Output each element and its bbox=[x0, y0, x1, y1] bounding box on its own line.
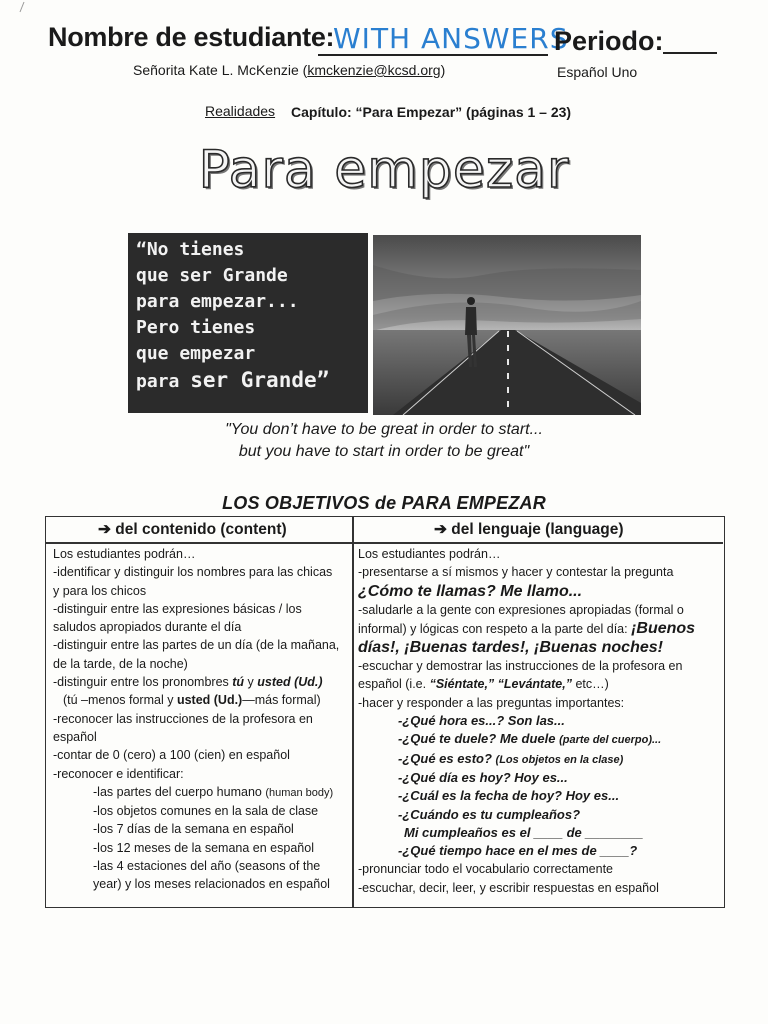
list-item: y para los chicos bbox=[53, 583, 147, 598]
list-item: -¿Cuál es la fecha de hoy? Hoy es... bbox=[398, 788, 620, 804]
list-item: -las 4 estaciones del año (seasons of the bbox=[93, 859, 321, 874]
list-item: Los estudiantes podrán… bbox=[53, 547, 196, 561]
list-item: -los 7 días de la semana en español bbox=[93, 822, 294, 837]
language-column-header: ➔ del lenguaje (language) bbox=[434, 521, 624, 538]
text: -distinguir entre los pronombres bbox=[53, 675, 233, 690]
text: informal) y lógicas con respeto a la parte del día: bbox=[358, 621, 632, 636]
list-item: -identificar y distinguir los nombres para las chicas bbox=[53, 565, 333, 580]
list-item: -presentarse a sí mismos y hacer y contestar la pregunta bbox=[358, 565, 674, 580]
list-item: -escuchar, decir, leer, y escribir respuestas en español bbox=[358, 880, 659, 895]
chapter-label: Capítulo: “Para Empezar” (páginas 1 – 23) bbox=[291, 104, 572, 120]
quote-line: para empezar... bbox=[136, 291, 299, 312]
list-item: -¿Qué tiempo hace en el mes de ____? bbox=[398, 843, 638, 859]
pen-mark-icon bbox=[18, 0, 32, 14]
objectives-table bbox=[45, 516, 725, 908]
list-item: -hacer y responder a las preguntas importantes: bbox=[358, 695, 625, 710]
quote-last-emphasis: ser Grande” bbox=[190, 368, 330, 392]
text: etc…) bbox=[571, 677, 609, 692]
list-item: -¿Cuándo es tu cumpleaños? bbox=[398, 806, 581, 822]
student-name-handwritten: WITH ANSWERS bbox=[333, 22, 569, 55]
teacher-paren-close: ) bbox=[440, 62, 446, 78]
list-item: -reconocer las instrucciones de la profesora en bbox=[53, 711, 313, 726]
list-item: -¿Qué día es hoy? Hoy es... bbox=[398, 769, 568, 785]
list-item bbox=[358, 750, 718, 769]
text: (Los objetos en la clase) bbox=[495, 753, 624, 766]
list-item: días!, ¡Buenas tardes!, ¡Buenas noches! bbox=[358, 639, 663, 657]
content-column-header: ➔ del contenido (content) bbox=[98, 521, 287, 538]
text: (human body) bbox=[265, 786, 334, 799]
teacher-email-link[interactable]: kmckenzie@kcsd.org bbox=[307, 62, 441, 78]
road-photo bbox=[373, 235, 641, 415]
list-item: -saludarle a la gente con expresiones apropiadas (formal o bbox=[358, 602, 684, 617]
text: -¿Qué es esto? bbox=[398, 750, 496, 766]
list-item: -escuchar y demostrar las instrucciones de la profesora en bbox=[358, 659, 683, 674]
text: (parte del cuerpo)... bbox=[559, 734, 662, 747]
list-item: -reconocer e identificar: bbox=[53, 766, 184, 781]
list-item: -distinguir entre las expresiones básicas / los bbox=[53, 601, 302, 616]
quote-last-prefix: para bbox=[136, 371, 191, 392]
list-item bbox=[358, 619, 718, 638]
text: “Siéntate,” “Levántate,” bbox=[429, 677, 572, 692]
list-item: ¿Cómo te llamas? Me llamo... bbox=[358, 582, 583, 600]
list-item: Los estudiantes podrán… bbox=[358, 547, 501, 561]
list-item: -los objetos comunes en la sala de clase bbox=[93, 804, 319, 819]
quote-line: Pero tienes bbox=[136, 317, 256, 338]
page-title: Para empezar bbox=[198, 140, 570, 200]
quote-line: que empezar bbox=[136, 343, 256, 364]
list-item: -distinguir entre las partes de un día (de la mañana, bbox=[53, 638, 340, 653]
list-item bbox=[53, 691, 349, 709]
table-header-divider bbox=[46, 542, 723, 544]
student-name-label: Nombre de estudiante: bbox=[48, 22, 335, 52]
list-item bbox=[358, 675, 718, 693]
list-item: -¿Qué hora es...? Son las... bbox=[398, 713, 565, 729]
list-item: saludos apropiados durante el día bbox=[53, 620, 242, 635]
list-item bbox=[53, 673, 349, 691]
course-label: Español Uno bbox=[557, 64, 638, 80]
quote-line: “No tienes bbox=[136, 239, 245, 260]
list-item: -pronunciar todo el vocabulario correctamente bbox=[358, 862, 613, 877]
text: -las partes del cuerpo humano bbox=[93, 784, 266, 799]
list-item: Mi cumpleaños es el ____ de ________ bbox=[404, 824, 644, 840]
quote-line: que ser Grande bbox=[136, 265, 288, 286]
table-column-divider bbox=[352, 517, 354, 907]
teacher-name: Señorita Kate L. McKenzie ( bbox=[133, 62, 308, 78]
list-item: de la tarde, de la noche) bbox=[53, 656, 188, 671]
list-item: español bbox=[53, 729, 97, 744]
text: tú bbox=[232, 675, 245, 690]
quote-line-last bbox=[136, 367, 360, 395]
language-objectives bbox=[358, 545, 718, 897]
text: (tú –menos formal y bbox=[63, 693, 177, 708]
text: y bbox=[244, 675, 258, 690]
text: —más formal) bbox=[242, 693, 321, 708]
quote-translation-line-2: but you have to start in order to be great" bbox=[238, 443, 530, 460]
list-item: -contar de 0 (cero) a 100 (cien) en español bbox=[53, 748, 290, 763]
text: ¡Buenos bbox=[631, 619, 696, 637]
content-objectives bbox=[53, 545, 349, 894]
list-item bbox=[53, 783, 349, 802]
teacher-line bbox=[133, 62, 445, 78]
quote-translation-line-1: "You don’t have to be great in order to start... bbox=[225, 421, 543, 438]
list-item: year) y los meses relacionados en español bbox=[93, 877, 330, 892]
list-item: -los 12 meses de la semana en español bbox=[93, 840, 314, 855]
quote-box bbox=[128, 233, 368, 413]
text: español (i.e. bbox=[358, 677, 430, 692]
text: usted (Ud.) bbox=[176, 693, 243, 708]
list-item bbox=[358, 730, 718, 749]
text: -¿Qué te duele? Me duele bbox=[398, 731, 560, 747]
period-field[interactable] bbox=[663, 30, 717, 54]
objectives-title: LOS OBJETIVOS de PARA EMPEZAR bbox=[222, 493, 546, 513]
book-title: Realidades bbox=[205, 103, 276, 119]
period-label: Periodo: bbox=[554, 26, 664, 56]
text: usted (Ud.) bbox=[257, 675, 323, 690]
